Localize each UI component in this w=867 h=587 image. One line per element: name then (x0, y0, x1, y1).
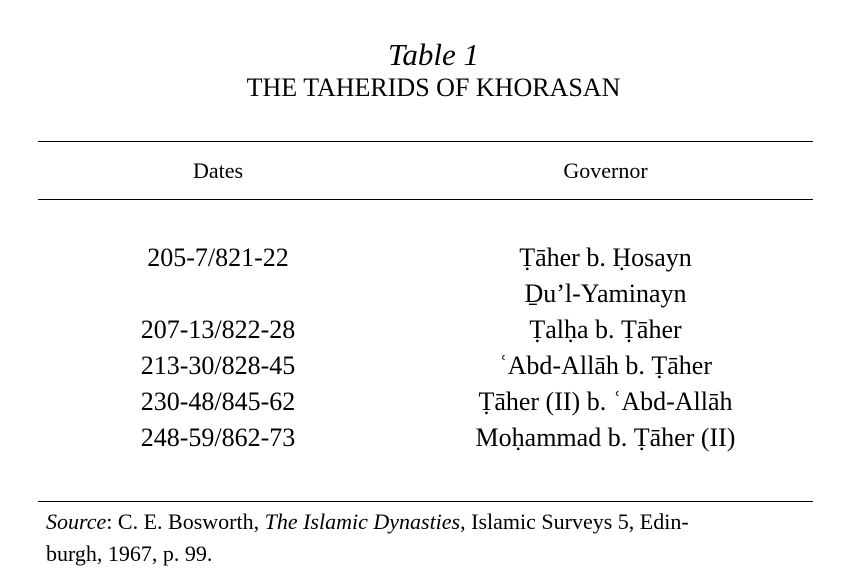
date-cell: 213-30/828-45 (140, 351, 296, 380)
governor-cell (398, 240, 813, 312)
source-title: The Islamic Dynasties (264, 509, 461, 534)
table-row (38, 420, 813, 456)
source-note (46, 506, 806, 570)
governor-cell (398, 348, 813, 384)
table-body (38, 240, 813, 456)
column-header-dates: Dates (192, 158, 244, 183)
date-cell: 230-48/845-62 (140, 387, 296, 416)
table-title: THE TAHERIDS OF KHORASAN (246, 73, 621, 102)
governor-name: Ṭāher (II) b. ʿAbd-Allāh (478, 387, 733, 416)
governor-cell (398, 312, 813, 348)
table-top-rule (38, 141, 813, 142)
governor-name: Moḥammad b. Ṭāher (II) (475, 423, 736, 452)
date-cell: 205-7/821-22 (147, 243, 289, 272)
table-row (38, 384, 813, 420)
table-row (38, 348, 813, 384)
date-cell: 248-59/862-73 (140, 423, 296, 452)
source-author: C. E. Bosworth, (117, 509, 265, 534)
table-row (38, 312, 813, 348)
source-colon: : (106, 509, 118, 534)
column-header-governor: Governor (563, 158, 648, 183)
table-label: Table 1 (387, 37, 480, 72)
source-details-line1: , Islamic Surveys 5, Edin- (460, 509, 689, 534)
governor-cell (398, 384, 813, 420)
governor-name: Ṭalḥa b. Ṭāher (529, 315, 682, 344)
governor-epithet: Ḏu’l-Yaminayn (524, 279, 687, 308)
governor-name: ʿAbd-Allāh b. Ṭāher (499, 351, 712, 380)
governor-name: Ṭāher b. Ḥosayn (519, 243, 692, 272)
source-details-line2: burgh, 1967, p. 99. (46, 541, 213, 566)
table-row (38, 240, 813, 312)
table-header-rule (38, 199, 813, 200)
table-bottom-rule (38, 501, 813, 502)
governor-cell (398, 420, 813, 456)
date-cell: 207-13/822-28 (140, 315, 296, 344)
source-label: Source (46, 509, 107, 534)
